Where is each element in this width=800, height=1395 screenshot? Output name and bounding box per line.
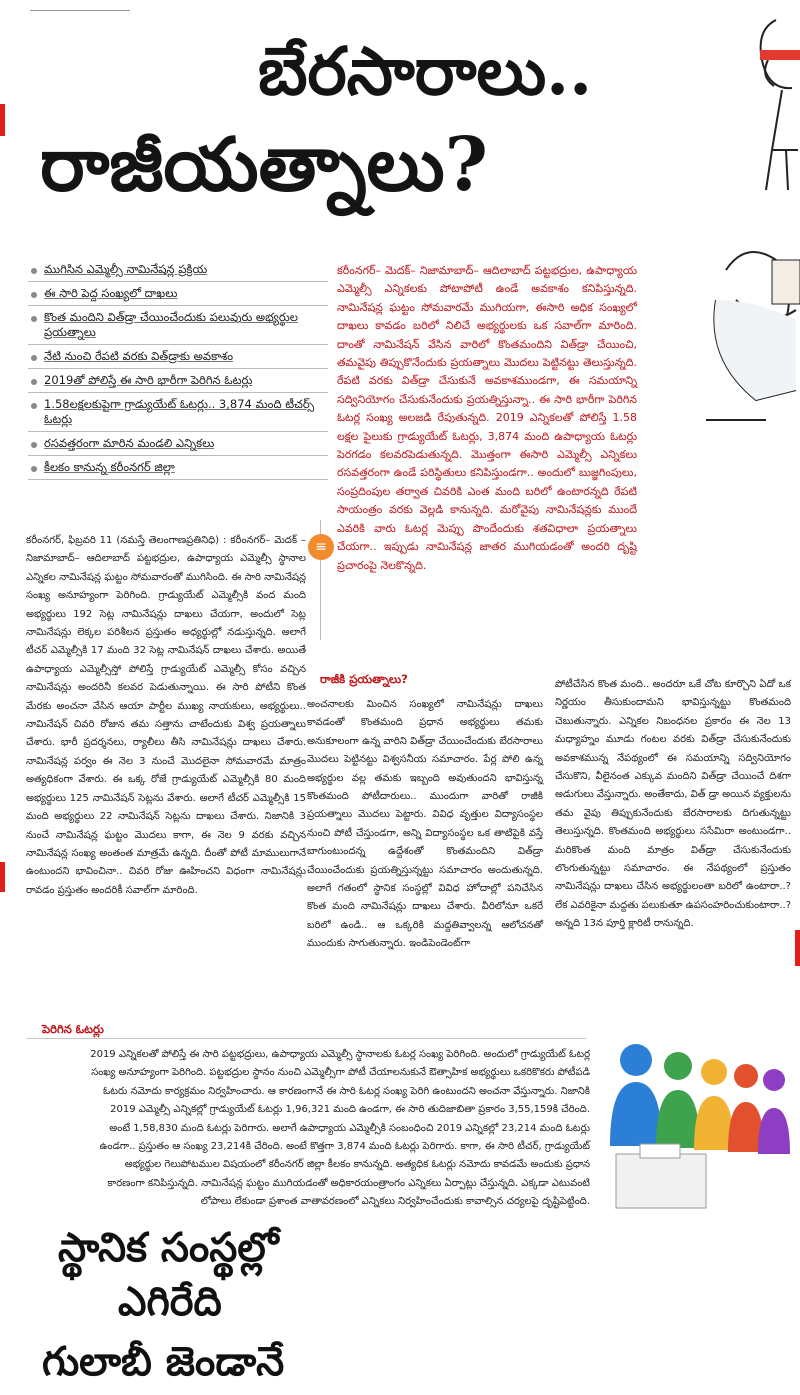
list-item: రసవత్తరంగా మారిన మండలి ఎన్నికలు <box>28 432 328 456</box>
section-divider <box>26 1038 586 1039</box>
voters-illustration <box>596 1036 800 1216</box>
headline-line-2: రాజీయత్నాలు? <box>40 122 488 208</box>
list-item: ఈ సారి పెద్ద సంఖ్యలో దాఖలు <box>28 282 328 306</box>
highlights-list <box>28 258 328 480</box>
quote-icon: ≡ <box>308 534 334 560</box>
left-accent-bar-lower <box>0 862 5 892</box>
quote-line-3: గులాబీ జెండానే <box>42 1338 285 1385</box>
headline-line-1: బేరసారాలు.. <box>258 32 593 110</box>
subheading-compromise: రాజీకి ప్రయత్నాలు? <box>320 672 408 686</box>
right-accent-bar <box>795 930 800 966</box>
article-column-2: అంచనాలకు మించిన సంఖ్యలో నామినేషన్లు దాఖలు కావడంతో కొంతమంది ప్రధాన అభ్యర్థులు తమకు అనుకూలంగా ఉన్న వారిని విత్‌డ్రా చేయించేందుకు బేరసారాలు మొదలు పెట్టినట్టు విశ్వసనీయ సమాచారం. పేర్ల పోలి ఉన్న అభ్యర్థుల వల్ల తమకు ఇబ్బంది అవుతుందని భావిస్తున్న కొంతమంది పోటీదారులు.. ముందుగా వారితో రాజీకి ప్రయత్నాలు మొదలు పెట్టారు. వివిధ వృత్తుల విద్యాసంస్థల నుంచి పోటీ చేస్తుండగా, అన్ని విద్యాసంస్థల ఒక తాటిపైకి వస్తే బాగుంటుందన్న ఉద్దేశంతో కొంతమందిని విత్‌డ్రా చేయించేందుకు ప్రయత్నిస్తున్నట్టు సమాచారం అందుతున్నది. అలాగే గతంలో స్థానిక సంస్థల్లో వివిధ హోదాల్లో పనిచేసిన కొంత మంది నామినేషన్లు దాఖలు చేశారు. వీరిలోనూ ఒకరే బరిలో ఉండి.. ఆ ఒక్కరికి మద్దతివ్వాలన్న ఆలోచనతో ముందుకు సాగుతున్నారు. ఇండిపెండెంట్‌గా <box>307 699 543 950</box>
article-column-1: కరీంనగర్, ఫిబ్రవరి 11 (నమస్తే తెలంగాణప్రతినిధి) : కరీంనగర్– మెదక్ –నిజామాబాద్– ఆదిలాబాద్ పట్టభద్రుల, ఉపాధ్యాయ ఎమ్మెల్సీ స్థానాల ఎన్నికల నామినేషన్ల ఘట్టం సోమవారంతో ముగిసింది. ఈ సారి నామినేషన్ల సంఖ్య అనూహ్యంగా పెరిగింది. గ్రాడ్యుయేట్ ఎమ్మెల్సీకి వంద మంది అభ్యర్థులు 192 సెట్ల నామినేషన్లు దాఖలు చేయగా, అందులో సెట్ల నామినేషన్లు లెక్కల పరిశీలన ప్రస్తుతం అధ్యర్థుల్లో నడుస్తున్నది. అలాగే టీచర్ ఎమ్మెల్సీకి 17 మంది 32 సెట్ల నామినేషన్ దాఖలు చేశారు. అయితే ఉపాధ్యాయ ఎమ్మెల్సీస్తో పోలిస్తే గ్రాడ్యుయేట్ ఎమ్మెల్సీ కోసం వచ్చిన నామినేషన్లు అందరినీ కలవర పెడుతున్నాయి. ఈ సారి పోటీని కొంత మేరకు అంచనా వేసిన ఆయా పార్టీల ముఖ్య నాయకులు, అభ్యర్థులు.. నామినేషన్ చివరి రోజున తమ సత్తాను చాటేందుకు విశ్వ ప్రయత్నాలు చేశారు. భారీ ప్రదర్శనలు, ర్యాలీలు తీసి నామినేషన్లు దాఖలు చేశారు. నామినేషన్ల పర్వం ఈ నెల 3 నుంచే మొదలైనా సోమవారమే మాత్రం అత్యధికంగా వేశారు. ఈ ఒక్క రోజే గ్రాడ్యుయేట్ ఎమ్మెల్సీకి 80 మంది అభ్యర్థులు 125 నామినేషన్ సెట్లను వేశారు. అలాగే టీచర్ ఎమ్మెల్సీకి 15 మంది అభ్యర్థులు 22 నామినేషన్ సెట్లను దాఖలు చేశారు. నిజానికి 3 నుంచే నామినేషన్ల ఘట్టం మొదలు కాగా, ఈ నెల 9 వరకు వచ్చిన నామినేషన్ల సంఖ్య అంతంత మాత్రమే ఉన్నది. దీంతో పోటీ మాములుగానే ఉంటుందని భావించినా.. చివరి రోజు ఊహించని విధంగా నామినేషన్లు రావడం ప్రస్తుతం అందరికీ సవాల్‌గా మారింది. <box>26 535 306 896</box>
list-item: ముగిసిన ఎమ్మెల్సీ నామినేషన్ల ప్రక్రియ <box>28 258 328 282</box>
left-accent-bar <box>0 104 5 136</box>
list-item: కీలకం కానున్న కరీంనగర్ జిల్లా <box>28 456 328 480</box>
list-item: 1.58లక్షలకుపైగా గ్రాడ్యుయేట్ ఓటర్లు.. 3,874 మంది టీచర్స్ ఓటర్లు <box>28 393 328 432</box>
article-column-3: పోటీచేసిన కొంత మంది.. అందరూ ఒకే చోట కూర్చొని ఏదో ఒక నిర్ణయం తీసుకుందామని భావిస్తున్నట్టు కొంతమంది చెబుతున్నారు. ఎన్నికల నిబంధనల ప్రకారం ఈ నెల 13 మధ్యాహ్నం మూడు గంటల వరకు విత్‌డ్రా చేసుకునేందుకు అవకాశమున్న నేపథ్యంలో ఈ సమయాన్ని సద్వినియోగం చేసుకొని, వీలైనంత ఎక్కువ మందిని విత్‌డ్రా చేయించే దిశగా అడుగులు వేస్తున్నారు. అంతేకాదు, విత్ డ్రా అయిన వ్యక్తులను తమ వైపు తిప్పుకునేందుకు బేరసారాలకు దిగుతున్నట్టు తెలుస్తున్నది. కొంతమంది అభ్యర్థులు ససేమిరా అంటుండగా.. మరికొంత మంది మాత్రం విత్‌డ్రా చేసుకునేందుకు లొంగుతున్నట్టు సమాచారం. ఈ నేపథ్యంలో ప్రస్తుతం నామినేషన్లు దాఖలు చేసిన అభ్యర్థులంతా బరిలో ఉంటారా..? లేక ఎవరికైనా మద్దతు పలుకుతూ ఉపసంహరించుకుంటారా..? అన్నది 13న పూర్తి క్లారిటీ రానున్నది. <box>555 679 791 930</box>
intro-paragraph: కరీంనగర్– మెదక్– నిజామాబాద్– ఆదిలాబాద్ పట్టభద్రుల, ఉపాధ్యాయ ఎమ్మెల్సీ ఎన్నికలకు పోటాపోటీ ఉండే అవకాశం కనిపిస్తున్నది. నామినేషన్ల ఘట్టం సోమవారమే ముగియగా, ఈసారి అధిక సంఖ్యలో దాఖలు కావడం బరిలో నిలిచే అభ్యర్థులకు ఒక సవాల్‌గా మారింది. దాంతో నామినేషన్ వేసిన వారిలో కొంతమందిని విత్‌డ్రా చేయించి, తమవైపు తిప్పుకొనేందుకు ప్రయత్నాలు మొదలు పెట్టినట్టు తెలుస్తున్నది. రేపటి వరకు విత్‌డ్రా చేసుకునే అవకాశముండగా, ఈ సమయాన్ని సద్వినియోగం చేసుకునేందుకు ప్రయత్నిస్తున్నా.. ఈ సారి భారీగా పెరిగిన ఓటర్ల సంఖ్య అలజడి రేపుతున్నది. 2019 ఎన్నికలతో పోలిస్తే 1.58 లక్షల పైలుకు గ్రాడ్యుయేట్ ఓటర్లు, 3,874 మంది ఉపాధ్యాయ ఓటర్లు పెరగడం కలవరపెడుతున్నది. మొత్తంగా ఈసారి ఎమ్మెల్సీ ఎన్నికలు రసవత్తరంగా ఉండే పరిస్థితులు కనిపిస్తుండగా.. అందులో బుజ్జగింపులు, సంప్రదింపుల తర్వాత చివరికి ఎంత మంది బరిలో ఉంటారన్నది రేపటి సాయంత్రం వరకు వెల్లడి కానున్నది. మరోవైపు నామినేషన్లకు ముందే ఎవరికి వారు ఓటర్ల మెప్పు పొందేందుకు శతవిధాలా ప్రయత్నాలు చేయగా.. ఇప్పుడు నామినేషన్ల జాతర ముగియడంతో అందరి దృష్టి ప్రచారంపై నెలకొన్నది. <box>337 264 637 572</box>
top-rule <box>30 10 130 11</box>
quote-line-1: స్థానిక సంస్థల్లో <box>58 1224 279 1271</box>
quote-line-2: ఎగిరేది <box>118 1278 222 1325</box>
cartoon-man <box>686 0 800 460</box>
subheading-voters: పెరిగిన ఓటర్లు <box>42 1022 104 1036</box>
list-item: కొంత మందిని విత్‌డ్రా చేయించేందుకు పలువురు అభ్యర్థుల ప్రయత్నాలు <box>28 306 328 345</box>
list-item: 2019తో పోలిస్తే ఈ సారి భారీగా పెరిగిన ఓటర్లు <box>28 369 328 393</box>
voters-paragraph: 2019 ఎన్నికలతో పోలిస్తే ఈ సారి పట్టభద్రులు, ఉపాధ్యాయ ఎమ్మెల్సీ స్థానాలకు ఓటర్ల సంఖ్య పెరిగింది. అందులో గ్రాడ్యుయేట్ ఓటర్ల సంఖ్య అనూహ్యంగా పెరిగింది. పట్టభద్రుల స్థానం నుంచి ఎమ్మెల్సీగా పోటీ చేయాలనుకునే ఔత్సాహిక అభ్యర్థులు ఒకరికొకరు పోటీపడి ఓటరు నమోదు కార్యక్రమం నిర్వహించారు. ఆ కారణంగానే ఈ సారి ఓటర్ల సంఖ్య పెరిగి ఉంటుందని అంచనా వేస్తున్నారు. నిజానికి 2019 ఎమ్మెల్సీ ఎన్నికల్లో గ్రాడ్యుయేట్ ఓటర్లు 1,96,321 మంది ఉండగా, ఈ సారి తుదిజాబితా ప్రకారం 3,55,159కి చేరింది. అంటే 1,58,830 మంది ఓటర్లు పెరిగారు. అలాగే ఉపాధ్యాయ ఎమ్మెల్సీకి సంబంధించి 2019 ఎన్నికల్లో 23,214 మంది ఓటర్లు ఉండగా.. ప్రస్తుతం ఆ సంఖ్య 23,214కి చేరింది. అంటే కొత్తగా 3,874 మంది ఓటర్లు పెరిగారు. కాగా, ఈ సారి టీచర్, గ్రాడ్యుయేట్ అభ్యర్థుల గెలుపోటముల విషయంలో కరీంనగర్ జిల్లా కీలకం కానున్నది. అత్యధిక ఓటర్లు నమోదు కావడమే అందుకు ప్రధాన కారణంగా కనిపిస్తున్నది. నామినేషన్ల ఘట్టం ముగియడంతో అధికారయంత్రాంగం ఎన్నికలు ఏర్పాట్లు చేస్తున్నది. ఎక్కడా ఎటువంటి లోపాలు లేకుండా ప్రశాంత వాతావరణంలో ఎన్నికలు నిర్వహించేందుకు కావాల్సిన చర్యలపై దృష్టిపెట్టింది. <box>90 1049 590 1208</box>
list-item: నేటి నుంచి రేపటి వరకు విత్‌డ్రాకు అవకాశం <box>28 345 328 369</box>
